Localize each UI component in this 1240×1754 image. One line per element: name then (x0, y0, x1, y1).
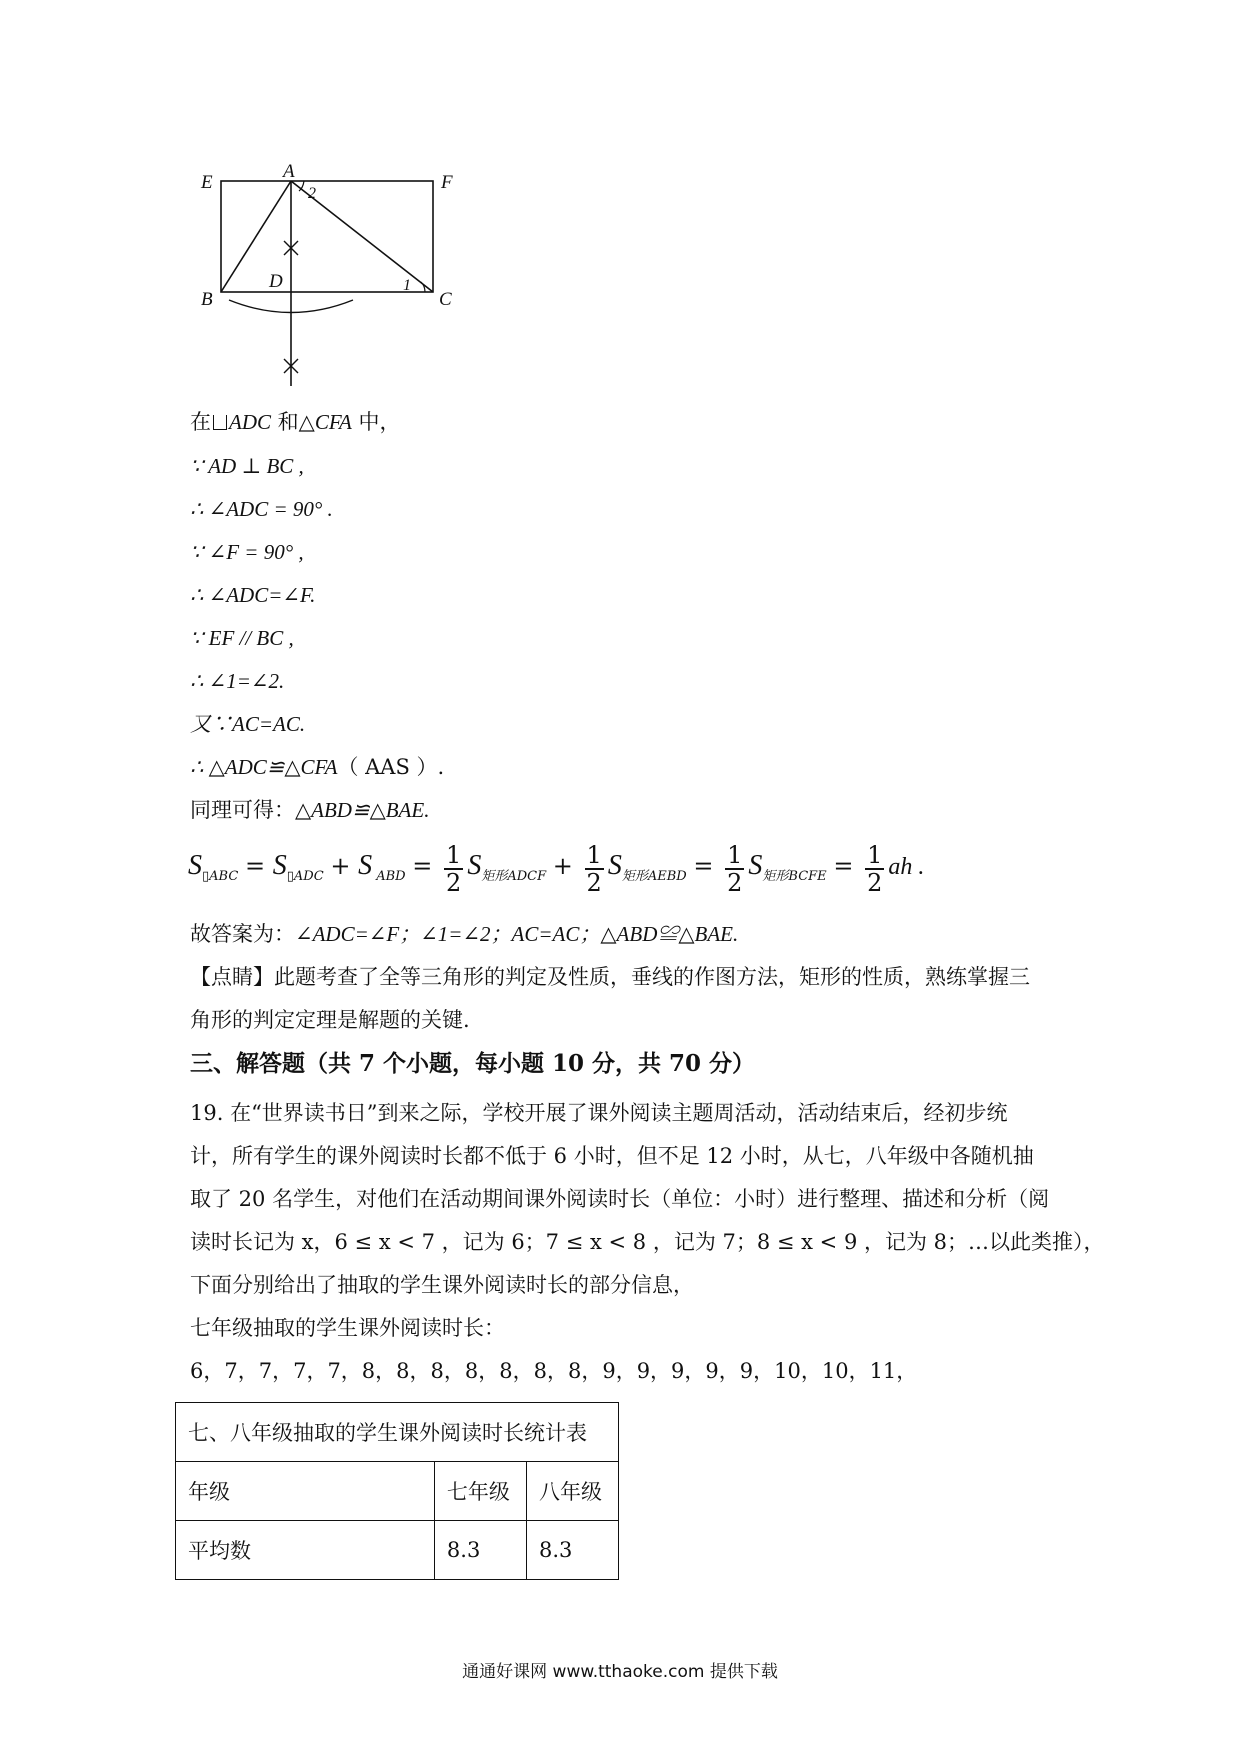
proof-line-1-pre: 在 (190, 410, 211, 434)
answer-pre: 故答案为： (190, 922, 295, 946)
angle-1-arc (421, 282, 425, 292)
q19-line-7: 6，7，7，7，7，8，8，8，8，8，8，8，9，9，9，9，9，10，10，11， (190, 1359, 918, 1383)
fraction-3-num: 1 (727, 840, 743, 869)
formula-sub-1-label: ABC (209, 869, 239, 884)
area-formula (188, 836, 924, 907)
table-header-row (176, 1462, 619, 1521)
label-angle-2: 2 (308, 185, 316, 202)
formula-equals-2: = (412, 852, 441, 880)
table-header-cell: 年级 (176, 1462, 435, 1521)
fraction-half-1 (444, 842, 463, 896)
fraction-half-4 (865, 842, 884, 896)
table-header-cell: 八年级 (526, 1462, 618, 1521)
formula-s5: S (607, 850, 622, 881)
q19-line-3: 取了 20 名学生，对他们在活动期间课外阅读时长（单位：小时）进行整理、描述和分析（阅 (190, 1187, 1050, 1211)
proof-line-3: ∴ ∠ADC = 90° . (190, 497, 333, 521)
formula-rect-1: 矩形ADCF (481, 869, 547, 884)
proof-line-10-pre: 同理可得： (190, 798, 295, 822)
proof-line-5: ∴ ∠ADC=∠F. (190, 583, 316, 607)
formula-plus: + (330, 852, 359, 880)
formula-rect-3: 矩形BCFE (762, 869, 827, 884)
table-row (176, 1521, 619, 1580)
label-c: C (439, 289, 452, 310)
formula-s2: S (272, 850, 287, 881)
formula-sub-1: ▯ABC (202, 869, 239, 884)
proof-line-1 (190, 407, 400, 437)
proof-line-9 (190, 752, 444, 782)
proof-line-9-main: ∴ △ADC≌△CFA (190, 755, 338, 779)
fraction-half-3 (725, 842, 744, 896)
page-footer: 通通好课网 www.tthaoke.com 提供下载 (462, 1662, 778, 1682)
triangle-symbol (213, 415, 227, 430)
formula-sub-3-label: ABD (376, 869, 406, 884)
label-b: B (201, 289, 213, 310)
formula-equals-4: = (833, 852, 862, 880)
section-title: 三、解答题（共 7 个小题，每小题 10 分，共 70 分） (190, 1050, 756, 1077)
label-d: D (269, 271, 283, 292)
fraction-4-num: 1 (867, 840, 883, 869)
formula-sub-2-label: ADC (293, 869, 324, 884)
label-angle-1: 1 (403, 277, 411, 294)
formula-tail: ah . (888, 854, 925, 880)
table-cell: 平均数 (176, 1521, 435, 1580)
q19-line-1: 19. 在“世界读书日”到来之际，学校开展了课外阅读主题周活动，活动结束后，经初步统 (190, 1101, 1008, 1125)
fraction-2-num: 1 (586, 840, 602, 869)
label-f: F (441, 172, 453, 193)
label-e: E (201, 172, 213, 193)
fraction-half-2 (585, 842, 604, 896)
formula-sub-2: ▯ADC (286, 869, 324, 884)
fraction-4-den: 2 (867, 868, 883, 897)
q19-line-6: 七年级抽取的学生课外阅读时长： (190, 1316, 505, 1340)
formula-rect-2: 矩形AEBD (621, 869, 687, 884)
proof-line-1-triangle-2: CFA (314, 410, 352, 434)
label-a: A (283, 161, 295, 182)
formula-equals-1: = (244, 852, 273, 880)
q19-line-2: 计，所有学生的课外阅读时长都不低于 6 小时，但不足 12 小时，从七，八年级中各随机抽 (190, 1144, 1034, 1168)
q19-line-4: 读时长记为 x，6 ≤ x < 7 ，记为 6；7 ≤ x < 8 ，记为 7；8 ≤ x < 9 ，记为 8；…以此类推）， (190, 1230, 1105, 1254)
reading-time-table (175, 1402, 619, 1580)
geometry-figure (195, 160, 475, 390)
comment-line-2: 角形的判定定理是解题的关键. (190, 1008, 470, 1032)
formula-s6: S (748, 850, 763, 881)
fraction-3-den: 2 (727, 868, 743, 897)
formula-s3: S (358, 850, 373, 881)
proof-line-10-math: △ABD≌△BAE. (295, 798, 430, 822)
proof-line-4: ∵ ∠F = 90° , (190, 540, 304, 564)
table-header-cell: 七年级 (434, 1462, 526, 1521)
proof-line-1-triangle-1: ADC (229, 410, 271, 434)
fraction-1-num: 1 (446, 840, 462, 869)
proof-line-10 (190, 795, 429, 825)
answer-line (190, 919, 738, 949)
formula-plus-2: + (552, 852, 581, 880)
answer-math: ∠ADC=∠F；∠1=∠2；AC=AC；△ABD≌△BAE. (295, 922, 739, 946)
proof-line-6: ∵ EF // BC , (190, 626, 294, 650)
comment-line-1: 【点睛】此题考查了全等三角形的判定及性质，垂线的作图方法，矩形的性质，熟练掌握三 (190, 965, 1030, 989)
fraction-1-den: 2 (446, 868, 462, 897)
proof-line-1-mid: 和△ (271, 410, 315, 434)
q19-line-5: 下面分别给出了抽取的学生课外阅读时长的部分信息， (190, 1273, 694, 1297)
proof-line-1-post: 中， (351, 410, 401, 434)
table-caption: 七、八年级抽取的学生课外阅读时长统计表 (176, 1403, 619, 1462)
proof-line-9-paren: （ AAS ）. (337, 755, 445, 779)
fraction-2-den: 2 (586, 868, 602, 897)
formula-s4: S (467, 850, 482, 881)
formula-sub-3 (372, 869, 406, 884)
table-caption-row (176, 1403, 619, 1462)
table-cell: 8.3 (526, 1521, 618, 1580)
proof-line-8: 又∵AC=AC. (190, 712, 306, 736)
formula-s1: S (188, 850, 202, 881)
proof-line-7: ∴ ∠1=∠2. (190, 669, 285, 693)
proof-line-2: ∵ AD ⊥ BC , (190, 454, 304, 478)
table-cell: 8.3 (434, 1521, 526, 1580)
rectangle-befc (221, 181, 433, 292)
formula-equals-3: = (693, 852, 722, 880)
